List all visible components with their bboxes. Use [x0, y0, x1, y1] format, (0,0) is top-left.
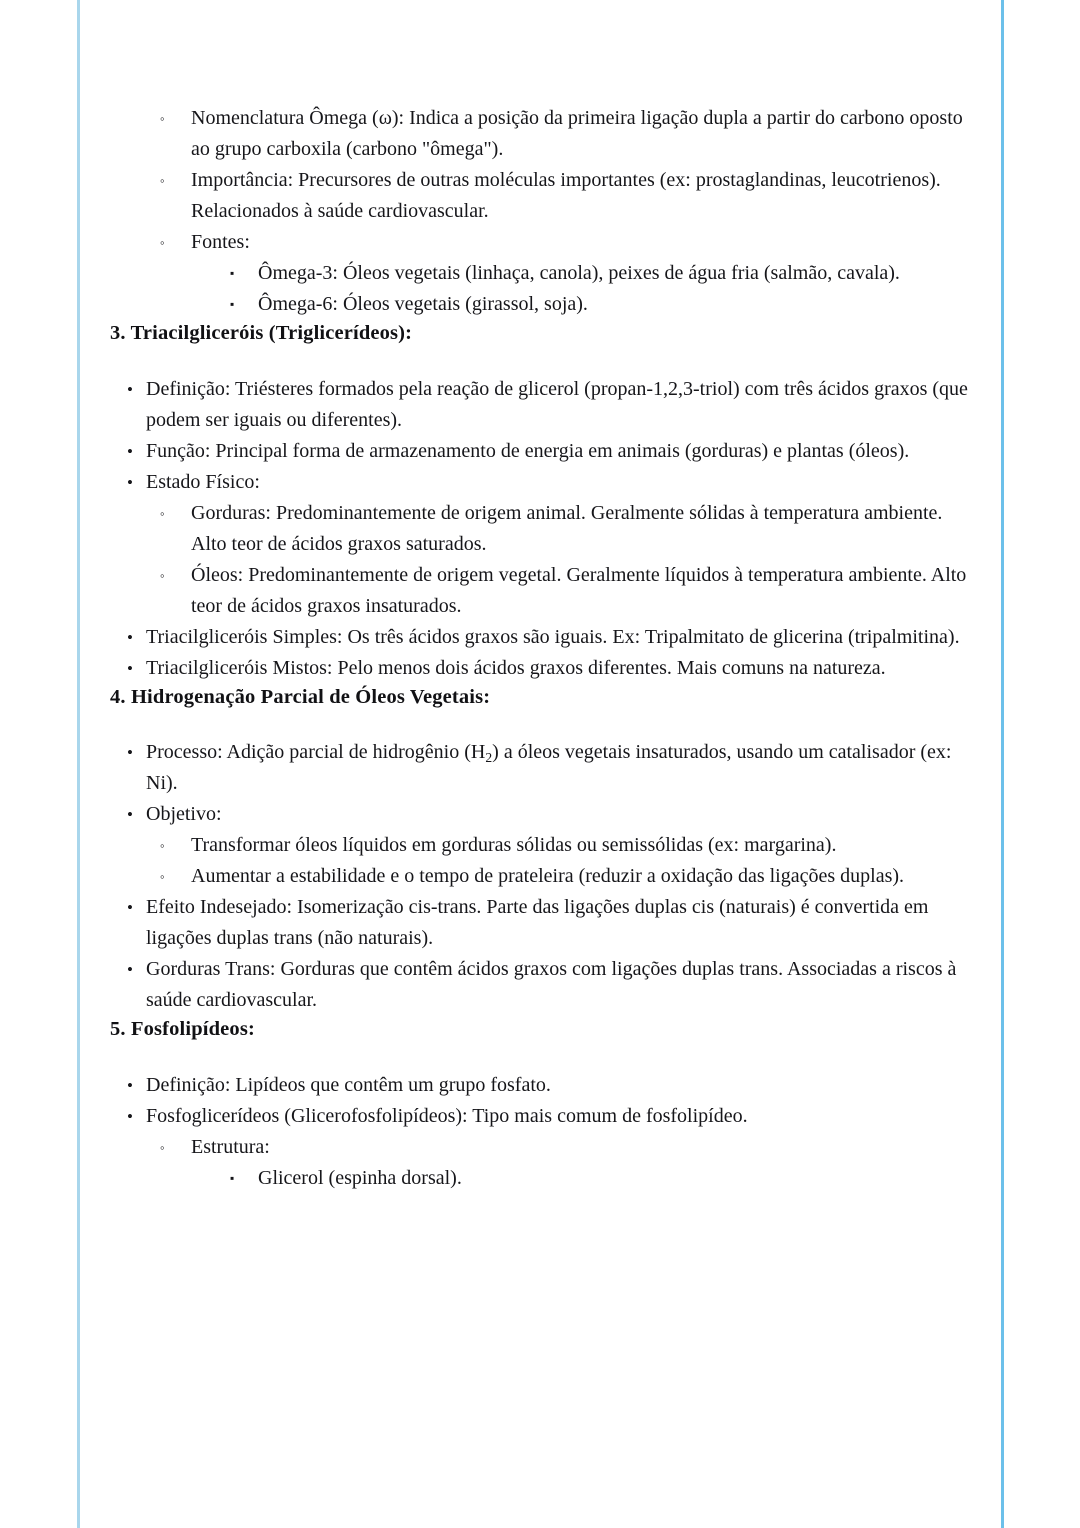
bullet-circle-icon: ◦: [160, 838, 165, 854]
estrutura-sublist: [146, 1132, 970, 1194]
list-item-text: Importância: Precursores de outras moléculas importantes (ex: prostaglandinas, leucotrienos). Relacionados à saúde cardiovascular.: [191, 169, 941, 222]
objetivo-sublist: [146, 830, 970, 892]
bullet-dot-icon: •: [127, 627, 133, 647]
list-item: [191, 1163, 970, 1194]
list-item: [110, 374, 970, 436]
list-item-text: Definição: Triésteres formados pela reação de glicerol (propan-1,2,3-triol) com três ácidos graxos (que podem ser iguais ou diferentes).: [146, 377, 968, 431]
list-item: [146, 498, 970, 560]
list-item: [110, 467, 970, 622]
bullet-dot-icon: •: [127, 1076, 133, 1096]
list-item-text: Função: Principal forma de armazenamento de energia em animais (gorduras) e plantas (óleos).: [146, 439, 910, 462]
list-item-text: Definição: Lipídeos que contêm um grupo fosfato.: [146, 1074, 551, 1097]
page-rail-left: [77, 0, 80, 1528]
list-item: [191, 258, 970, 289]
bullet-dot-icon: •: [127, 658, 133, 678]
list-item-text: Triacilgliceróis Mistos: Pelo menos dois ácidos graxos diferentes. Mais comuns na natureza.: [146, 656, 886, 679]
list-item-text: Fontes:: [191, 231, 250, 253]
list-item-text: Ômega-6: Óleos vegetais (girassol, soja).: [258, 293, 588, 315]
bullet-dot-icon: •: [127, 805, 133, 825]
estado-fisico-sublist: [146, 498, 970, 622]
section5-list: [110, 1070, 970, 1194]
list-item-text: Glicerol (espinha dorsal).: [258, 1167, 462, 1190]
bullet-circle-icon: ◦: [160, 235, 165, 250]
list-item: [110, 103, 970, 165]
bullet-dot-icon: •: [127, 1107, 133, 1127]
list-item: [110, 227, 970, 320]
list-item-text: Gorduras: Predominantemente de origem animal. Geralmente sólidas à temperatura ambiente. Alto teor de ácidos graxos saturados.: [191, 501, 943, 555]
bullet-dot-icon: •: [127, 898, 133, 918]
bullet-square-icon: ▪: [230, 266, 235, 280]
list-item: [191, 289, 970, 320]
processo-prefix: Processo: Adição parcial de hidrogênio (H: [146, 741, 486, 764]
list-item-text: Nomenclatura Ômega (ω): Indica a posição da primeira ligação dupla a partir do carbono oposto ao grupo carboxila (carbono "ômega").: [191, 107, 963, 160]
list-item-text: Fosfoglicerídeos (Glicerofosfolipídeos): Tipo mais comum de fosfolipídeo.: [146, 1105, 748, 1128]
section-heading-4: 4. Hidrogenação Parcial de Óleos Vegetais:: [110, 685, 491, 708]
list-item-text: Efeito Indesejado: Isomerização cis-trans. Parte das ligações duplas cis (naturais) é convertida em ligações duplas trans (não naturais).: [146, 896, 929, 950]
list-item: [110, 165, 970, 227]
list-item: [110, 892, 970, 954]
list-item-text: Estado Físico:: [146, 470, 260, 493]
list-item: [146, 861, 970, 892]
list-item: [146, 1132, 970, 1194]
bullet-circle-icon: ◦: [160, 505, 165, 521]
page-rail-right: [1001, 0, 1004, 1528]
bullet-square-icon: ▪: [230, 297, 235, 311]
list-item: [110, 1070, 970, 1101]
list-item-text: Gorduras Trans: Gorduras que contêm ácidos graxos com ligações duplas trans. Associadas a riscos à saúde cardiovascular.: [146, 958, 957, 1012]
bullet-circle-icon: ◦: [160, 111, 165, 126]
bullet-dot-icon: •: [127, 743, 133, 763]
list-item-text: Ômega-3: Óleos vegetais (linhaça, canola), peixes de água fria (salmão, cavala).: [258, 262, 900, 284]
bullet-circle-icon: ◦: [160, 173, 165, 188]
glicerol-sublist: [191, 1163, 970, 1194]
bullet-square-icon: ▪: [230, 1171, 235, 1186]
bullet-dot-icon: •: [127, 472, 133, 492]
list-item-text: Transformar óleos líquidos em gorduras sólidas ou semissólidas (ex: margarina).: [191, 834, 837, 857]
list-item: [146, 560, 970, 622]
list-item: [110, 436, 970, 467]
section4-list: [110, 737, 970, 1016]
list-item-text: Aumentar a estabilidade e o tempo de prateleira (reduzir a oxidação das ligações duplas).: [191, 865, 905, 888]
fontes-sublist: [191, 258, 970, 320]
section-heading-5: 5. Fosfolipídeos:: [110, 1018, 255, 1041]
section3-list: [110, 374, 970, 684]
list-item: [110, 737, 970, 799]
list-item: [110, 799, 970, 892]
bullet-circle-icon: ◦: [160, 567, 165, 583]
bullet-dot-icon: •: [127, 441, 133, 461]
bullet-dot-icon: •: [127, 379, 133, 399]
list-item: [110, 622, 970, 653]
section-heading-3: 3. Triacilgliceróis (Triglicerídeos):: [110, 322, 413, 344]
list-item-text: Óleos: Predominantemente de origem vegetal. Geralmente líquidos à temperatura ambiente. Alto teor de ácidos graxos insaturados.: [191, 563, 967, 617]
bullet-circle-icon: ◦: [160, 1140, 165, 1156]
processo-subscript: 2: [485, 750, 493, 766]
bullet-dot-icon: •: [127, 960, 133, 980]
list-item: [110, 954, 970, 1016]
omega-list: [110, 103, 970, 320]
list-item: [110, 653, 970, 684]
bullet-circle-icon: ◦: [160, 869, 165, 885]
list-item: [110, 1101, 970, 1194]
document-content: [110, 103, 970, 1194]
list-item-text: Triacilgliceróis Simples: Os três ácidos graxos são iguais. Ex: Tripalmitato de glicerina (tripalmitina).: [146, 625, 960, 648]
list-item: [146, 830, 970, 861]
processo-suffix: ) a óleos vegetais insaturados, usando um catalisador (ex: Ni).: [146, 741, 952, 795]
list-item-text: Objetivo:: [146, 803, 222, 826]
list-item-text: Estrutura:: [191, 1136, 270, 1159]
